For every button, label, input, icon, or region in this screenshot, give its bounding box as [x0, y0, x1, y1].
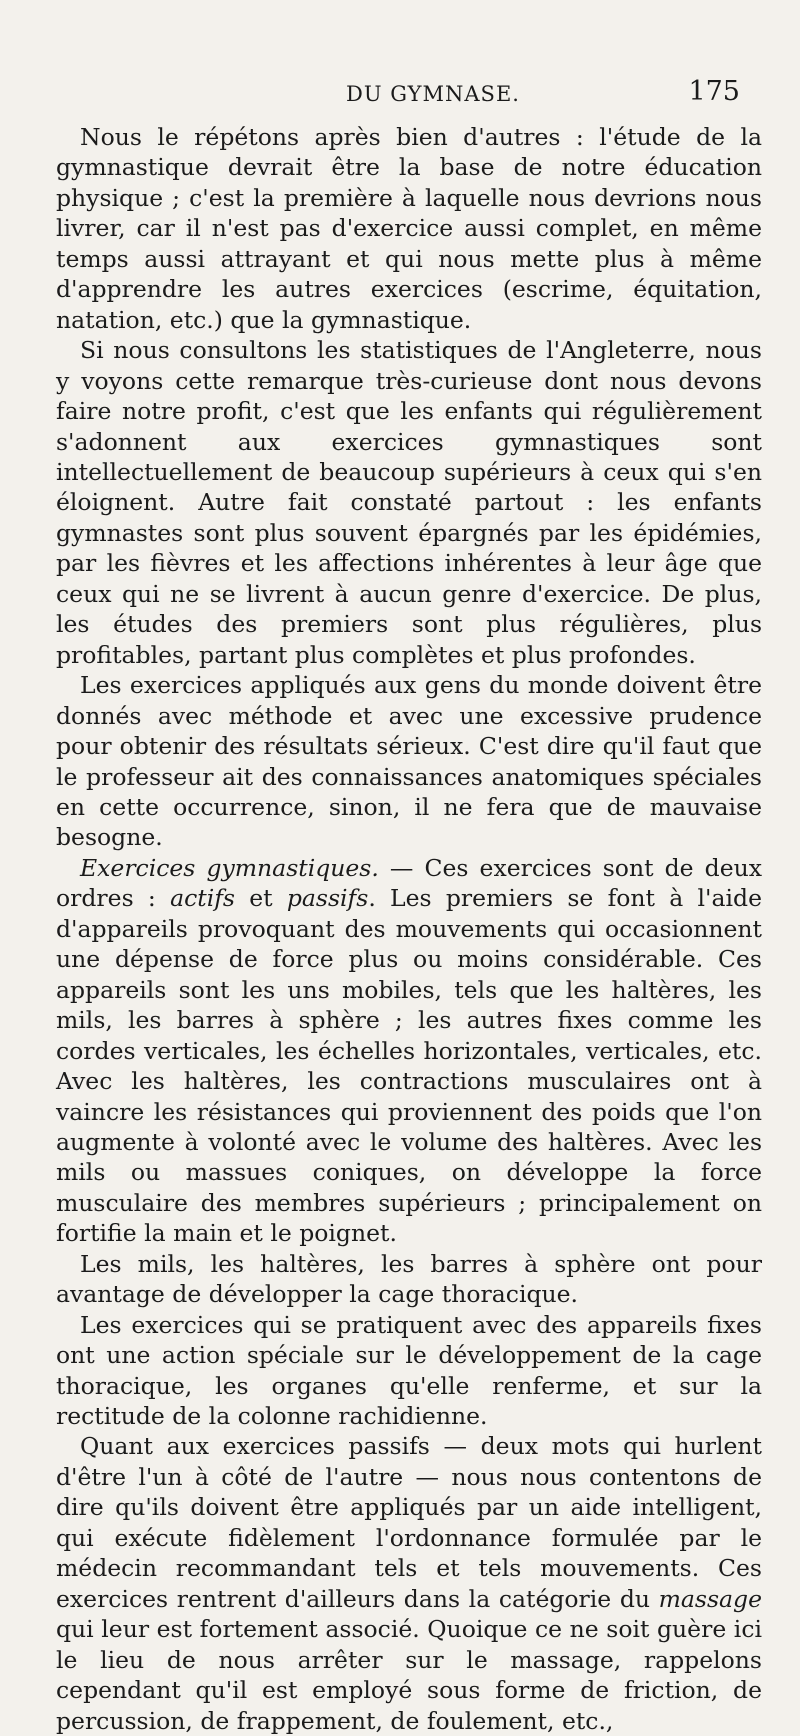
term-massage: massage — [658, 1584, 762, 1613]
paragraph-4-conjunction: et — [234, 884, 287, 913]
paragraph-4 — [56, 853, 762, 1249]
page-header — [58, 70, 748, 114]
page-number: 175 — [688, 76, 740, 107]
paragraph-7 — [56, 1431, 762, 1736]
paragraph-7-text-a: Quant aux exercices passifs — deux mots qui hurlent d'être l'un à côté de l'autre — nous nous contentons de dire qu'ils doivent être appliqués par un aide intelligent, qui exécute fidèlement l'ordonnance formulée par le médecin recommandant tels et tels mouvements. Ces exercices rentrent d'ailleurs dans la catégorie du — [56, 1432, 762, 1613]
paragraph-6: Les exercices qui se pratiquent avec des appareils fixes ont une action spéciale sur le développement de la cage thoracique, les organes qu'elle renferme, et sur la rectitude de la colonne rachidienne. — [56, 1310, 762, 1431]
section-heading: Exercices gymnastiques. — [80, 853, 379, 882]
paragraph-1: Nous le répétons après bien d'autres : l'étude de la gymnastique devrait être la base de notre éducation physique ; c'est la première à laquelle nous devrions nous livrer, car il n'est pas d'exercice aussi complet, en même temps aussi attrayant et qui nous mette plus à même d'apprendre les autres exercices (escrime, équitation, natation, etc.) que la gymnastique. — [56, 123, 762, 334]
paragraph-2: Si nous consultons les statistiques de l'Angleterre, nous y voyons cette remarque très-curieuse dont nous devons faire notre profit, c'est que les enfants qui régulièrement s'adonnent aux exercices gymnastiques sont intellectuellement de beaucoup supérieurs à ceux qui s'en éloignent. Autre fait constaté partout : les enfants gymnastes sont plus souvent épargnés par les épidémies, par les fièvres et les affections inhérentes à leur âge que ceux qui ne se livrent à aucun genre d'exercice. De plus, les études des premiers sont plus régulières, plus profitables, partant plus complètes et plus profondes. — [56, 336, 762, 669]
term-actifs: actifs — [170, 884, 235, 913]
running-title: DU GYMNASE. — [346, 82, 520, 106]
paragraph-4-text-a: — Ces exercices sont de deux ordres : — [56, 853, 762, 913]
paragraph-5: Les mils, les haltères, les barres à sphère ont pour avantage de développer la cage thoracique. — [56, 1249, 762, 1309]
term-passifs: passifs — [286, 884, 369, 913]
body-text — [56, 122, 762, 1736]
paragraph-3: Les exercices appliqués aux gens du monde doivent être donnés avec méthode et avec une excessive prudence pour obtenir des résultats sérieux. C'est dire qu'il faut que le professeur ait des connaissances anatomiques spéciales en cette occurrence, sinon, il ne fera que de mauvaise besogne. — [56, 671, 762, 852]
paragraph-7-text-b: qui leur est fortement associé. Quoique ce ne soit guère ici le lieu de nous arrêter sur le massage, rappelons cependant qu'il est employé sous forme de friction, de percussion, de frappement, de foulement, etc., — [56, 1615, 762, 1735]
paragraph-4-text-b: . Les premiers se font à l'aide d'appareils provoquant des mouvements qui occasionnent une dépense de force plus ou moins considérable. Ces appareils sont les uns mobiles, tels que les haltères, les mils, les barres à sphère ; les autres fixes comme les cordes verticales, les échelles horizontales, verticales, etc. Avec les haltères, les contractions musculaires ont à vaincre les résistances qui proviennent des poids que l'on augmente à volonté avec le volume des haltères. Avec les mils ou massues coniques, on développe la force musculaire des membres supérieurs ; principalement on fortifie la main et le poignet. — [56, 884, 762, 1248]
